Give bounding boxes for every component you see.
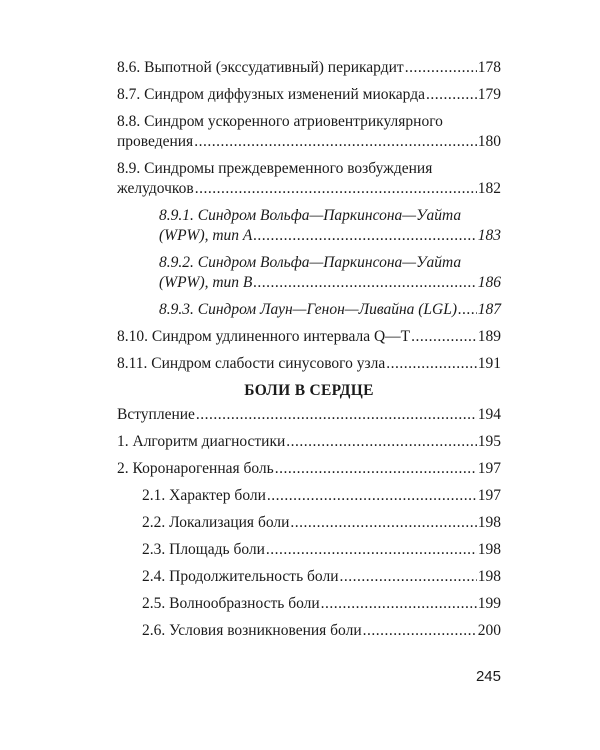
leader-dots	[195, 179, 477, 199]
toc-entry-title: 8.9.3. Синдром Лаун—Генон—Ливайна (LGL)	[159, 301, 458, 318]
toc-subentry	[117, 540, 501, 560]
toc-entry-page: 197	[477, 460, 501, 477]
leader-dots	[426, 85, 477, 105]
leader-dots	[267, 486, 477, 506]
toc-subentry	[117, 567, 501, 587]
toc-entry-title: 2.4. Продолжительность боли	[142, 568, 339, 585]
leader-dots	[253, 273, 476, 293]
leader-dots	[386, 354, 477, 374]
toc-entry-page: 197	[477, 487, 501, 504]
toc-entry	[117, 159, 501, 199]
page-number: 245	[475, 668, 501, 685]
leader-dots	[405, 58, 477, 78]
toc-entry-title: 1. Алгоритм диагностики	[117, 433, 286, 450]
toc-entry-page: 183	[477, 227, 501, 244]
leader-dots	[458, 300, 477, 320]
leader-dots	[275, 459, 477, 479]
toc-entry-title-line1: 8.9.1. Синдром Вольфа—Паркинсона—Уайта	[159, 207, 462, 224]
leader-dots	[363, 621, 477, 641]
toc-entry-page: 179	[477, 86, 501, 103]
toc-entry-title: 8.11. Синдром слабости синусового узла	[117, 355, 386, 372]
toc-entry-title-line2: (WPW), тип B	[159, 274, 253, 291]
leader-dots	[266, 540, 477, 560]
toc-entry-page: 198	[477, 514, 501, 531]
toc-entry	[117, 354, 501, 374]
toc-entry-page: 180	[477, 133, 501, 150]
toc-subentry	[117, 253, 501, 293]
toc-entry-page: 198	[477, 541, 501, 558]
toc-entry-title: Вступление	[117, 406, 195, 423]
toc-entry-page: 189	[477, 328, 501, 345]
leader-dots	[290, 513, 476, 533]
leader-dots	[196, 405, 477, 425]
toc-subentry	[117, 486, 501, 506]
toc-entry-page: 200	[477, 622, 501, 639]
toc-entry-title-line1: 8.8. Синдром ускоренного атриовентрикулярного	[117, 113, 443, 130]
toc-subentry	[117, 621, 501, 641]
toc-entry-title-line2: (WPW), тип A	[159, 227, 253, 244]
toc-subentry	[117, 206, 501, 246]
toc-entry-title: 8.10. Синдром удлиненного интервала Q—T	[117, 328, 411, 345]
toc-entry-title: 2.1. Характер боли	[142, 487, 266, 504]
toc-entry-title-line1: 8.9.2. Синдром Вольфа—Паркинсона—Уайта	[159, 254, 462, 271]
toc-entry-page: 195	[477, 433, 501, 450]
section-title: БОЛИ В СЕРДЦЕ	[244, 382, 374, 399]
toc-entry	[117, 58, 501, 78]
toc-subentry	[117, 300, 501, 320]
toc-entry-title: 2.3. Площадь боли	[142, 541, 265, 558]
leader-dots	[194, 132, 477, 152]
toc-list-cardiac-syndromes	[117, 58, 501, 381]
toc-entry	[117, 112, 501, 152]
leader-dots	[411, 327, 477, 347]
toc-subentry	[117, 513, 501, 533]
toc-list-heart-pain	[117, 405, 501, 648]
leader-dots	[286, 432, 476, 452]
toc-entry-page: 178	[477, 59, 501, 76]
toc-entry	[117, 432, 501, 452]
toc-entry-page: 199	[477, 595, 501, 612]
toc-entry-page: 194	[477, 406, 501, 423]
leader-dots	[321, 594, 477, 614]
leader-dots	[253, 226, 476, 246]
toc-subentry	[117, 594, 501, 614]
toc-entry-title: 2.2. Локализация боли	[142, 514, 290, 531]
toc-entry-page: 187	[477, 301, 501, 318]
toc-entry-title: 8.6. Выпотной (экссудативный) перикардит	[117, 59, 404, 76]
toc-entry	[117, 405, 501, 425]
toc-entry-title: 2. Коронарогенная боль	[117, 460, 274, 477]
toc-entry-page: 182	[477, 180, 501, 197]
toc-entry	[117, 85, 501, 105]
toc-entry-title: 2.6. Условия возникновения боли	[142, 622, 362, 639]
toc-entry	[117, 327, 501, 347]
toc-entry-title: 2.5. Волнообразность боли	[142, 595, 320, 612]
toc-entry	[117, 459, 501, 479]
toc-entry-page: 198	[477, 568, 501, 585]
toc-entry-title-line2: проведения	[117, 133, 194, 150]
toc-entry-page: 186	[477, 274, 501, 291]
toc-entry-page: 191	[477, 355, 501, 372]
leader-dots	[340, 567, 477, 587]
toc-entry-title-line2: желудочков	[117, 180, 194, 197]
toc-entry-title-line1: 8.9. Синдромы преждевременного возбуждения	[117, 160, 433, 177]
toc-entry-title: 8.7. Синдром диффузных изменений миокарда	[117, 86, 425, 103]
